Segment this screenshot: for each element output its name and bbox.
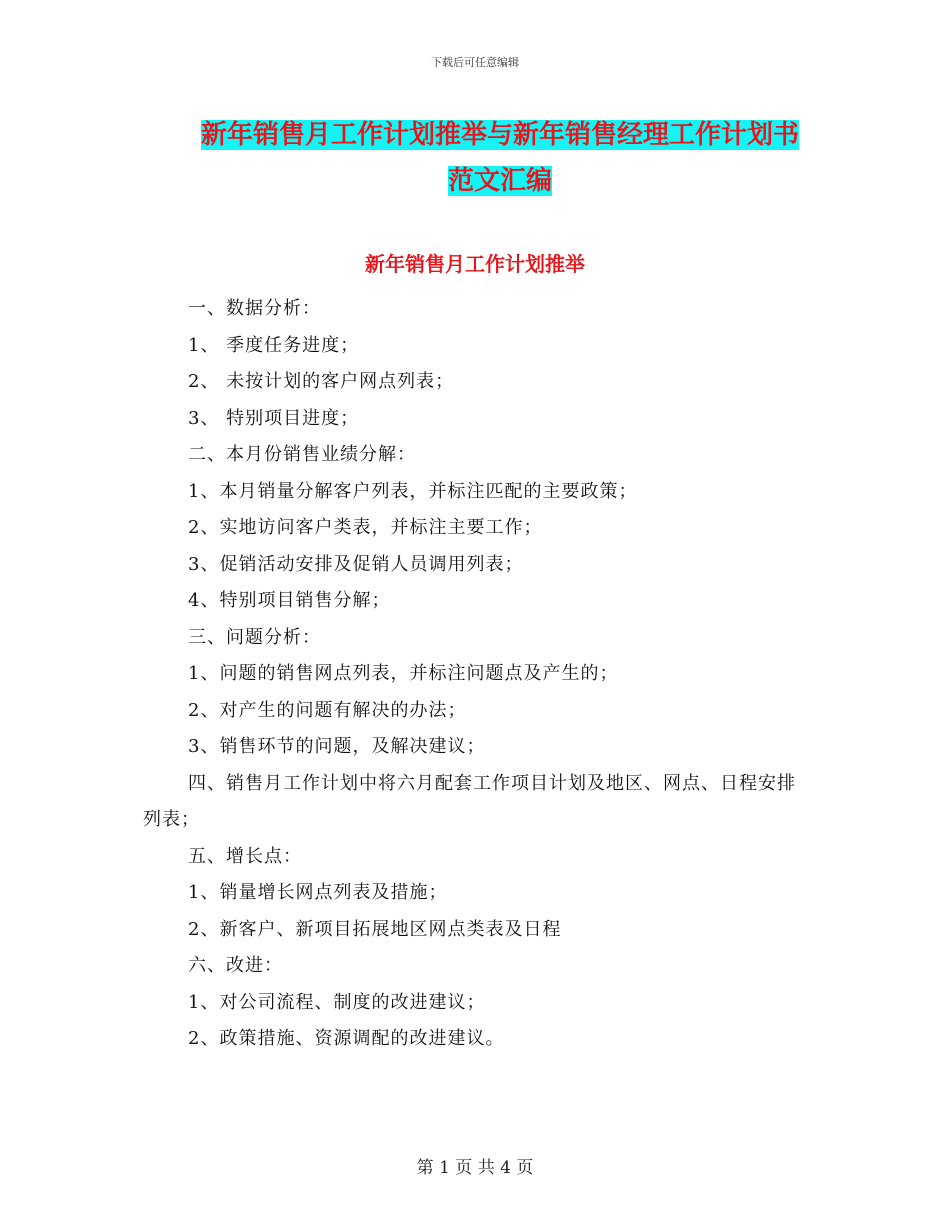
body-line: 2、政策措施、资源调配的改进建议。 (188, 1028, 505, 1049)
page-number: 第 1 页 共 4 页 (416, 1158, 534, 1178)
body-line: 3、销售环节的问题，及解决建议； (188, 736, 486, 757)
body-line: 3、促销活动安排及促销人员调用列表； (188, 553, 524, 575)
body-line: 2、新客户、新项目拓展地区网点类表及日程 (188, 918, 562, 940)
body-line: 二、本月份销售业绩分解： (188, 444, 416, 465)
document-title-line1: 新年销售月工作计划推举与新年销售经理工作计划书 (200, 120, 799, 150)
body-line: 3、 特别项目进度； (188, 407, 360, 429)
body-line: 2、 未按计划的客户网点列表； (188, 371, 455, 392)
body-line: 五、增长点： (188, 845, 302, 867)
header-note: 下载后可任意编辑 (431, 56, 519, 69)
body-line: 四、销售月工作计划中将六月配套工作项目计划及地区、网点、日程安排列表； (143, 772, 796, 830)
body-line: 1、问题的销售网点列表，并标注问题点及产生的； (188, 663, 619, 684)
body-line: 2、对产生的问题有解决的办法； (188, 699, 467, 721)
body-line: 1、销量增长网点列表及措施； (188, 882, 448, 903)
section-title: 新年销售月工作计划推举 (365, 252, 585, 276)
body-line: 六、改进： (188, 955, 283, 976)
body-line: 1、 季度任务进度； (188, 334, 360, 356)
body-line: 2、实地访问客户类表，并标注主要工作； (188, 517, 543, 538)
body-line: 1、本月销量分解客户列表，并标注匹配的主要政策； (188, 480, 638, 502)
body-line: 一、数据分析： (188, 298, 321, 319)
body-line: 1、对公司流程、制度的改进建议； (188, 991, 486, 1013)
document-title (140, 112, 860, 204)
body-line: 三、问题分析： (188, 626, 321, 648)
document-title-line2: 范文汇编 (447, 166, 552, 196)
body-line: 4、特别项目销售分解； (188, 590, 391, 611)
document-body (143, 291, 813, 1058)
